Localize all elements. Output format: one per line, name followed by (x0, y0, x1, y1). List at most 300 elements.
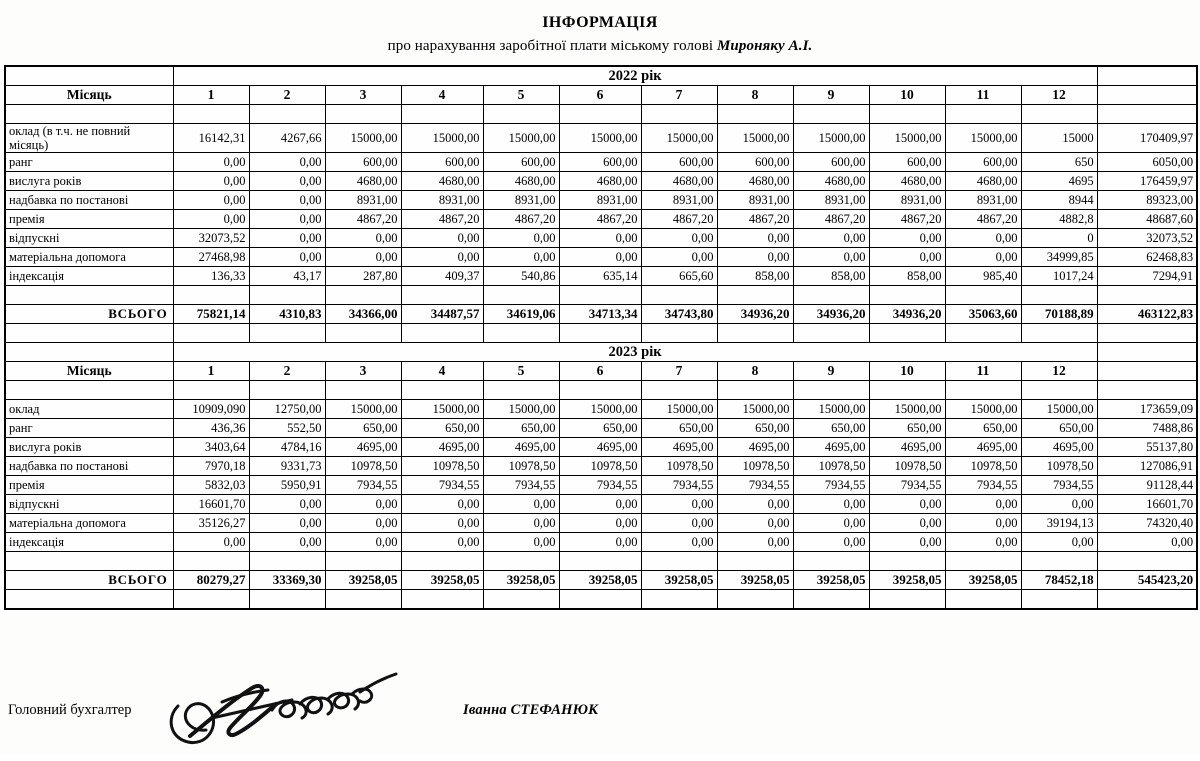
totals-value: 39258,05 (869, 571, 945, 590)
row-value: 600,00 (717, 153, 793, 172)
row-value: 650,00 (945, 419, 1021, 438)
separator-cell (1021, 286, 1097, 305)
separator-cell (1021, 381, 1097, 400)
separator-cell (559, 105, 641, 124)
separator-cell (559, 381, 641, 400)
row-value: 0,00 (559, 533, 641, 552)
table-row (5, 124, 1197, 153)
separator-cell (945, 590, 1021, 610)
separator-cell (325, 105, 401, 124)
row-value: 650,00 (1021, 419, 1097, 438)
row-value: 650 (1021, 153, 1097, 172)
row-value: 4695,00 (717, 438, 793, 457)
separator-row (5, 552, 1197, 571)
row-value: 4695,00 (945, 438, 1021, 457)
row-value: 39194,13 (1021, 514, 1097, 533)
row-value: 4695,00 (1021, 438, 1097, 457)
row-value: 15000,00 (945, 400, 1021, 419)
separator-cell (641, 105, 717, 124)
separator-cell (641, 590, 717, 610)
row-value: 0,00 (945, 248, 1021, 267)
row-value: 4867,20 (641, 210, 717, 229)
row-label: індексація (5, 533, 173, 552)
row-total: 6050,00 (1097, 153, 1197, 172)
separator-cell (559, 552, 641, 571)
row-value: 552,50 (249, 419, 325, 438)
row-value: 4680,00 (869, 172, 945, 191)
row-value: 4267,66 (249, 124, 325, 153)
month-header-row (5, 86, 1197, 105)
row-value: 635,14 (559, 267, 641, 286)
row-value: 4680,00 (483, 172, 559, 191)
row-value: 4867,20 (401, 210, 483, 229)
totals-value: 33369,30 (249, 571, 325, 590)
table-row (5, 533, 1197, 552)
separator-cell (249, 590, 325, 610)
row-value: 0,00 (869, 533, 945, 552)
row-value: 0,00 (483, 495, 559, 514)
row-value: 4695,00 (641, 438, 717, 457)
separator-cell (5, 552, 173, 571)
row-value: 7934,55 (401, 476, 483, 495)
row-value: 650,00 (483, 419, 559, 438)
separator-cell (869, 552, 945, 571)
month-row-label: Місяць (5, 362, 173, 381)
row-value: 15000,00 (945, 124, 1021, 153)
separator-row (5, 324, 1197, 343)
separator-cell (717, 590, 793, 610)
totals-value: 34936,20 (869, 305, 945, 324)
separator-cell (325, 590, 401, 610)
separator-cell (717, 381, 793, 400)
row-value: 4680,00 (401, 172, 483, 191)
table-row (5, 191, 1197, 210)
row-value: 10978,50 (945, 457, 1021, 476)
separator-row (5, 381, 1197, 400)
separator-cell (5, 105, 173, 124)
row-value: 600,00 (325, 153, 401, 172)
table-row (5, 153, 1197, 172)
totals-value: 34487,57 (401, 305, 483, 324)
year-label: 2023 рік (173, 343, 1097, 362)
separator-cell (173, 324, 249, 343)
row-value: 8931,00 (483, 191, 559, 210)
separator-cell (5, 590, 173, 610)
row-value: 4680,00 (559, 172, 641, 191)
table-row (5, 419, 1197, 438)
row-value: 15000,00 (401, 400, 483, 419)
row-label: оклад (в т.ч. не повний місяць) (5, 124, 173, 153)
row-value: 10978,50 (401, 457, 483, 476)
row-value: 10909,090 (173, 400, 249, 419)
separator-cell (641, 324, 717, 343)
totals-value: 39258,05 (401, 571, 483, 590)
row-value: 15000,00 (483, 124, 559, 153)
row-value: 4680,00 (717, 172, 793, 191)
row-value: 4784,16 (249, 438, 325, 457)
row-value: 600,00 (559, 153, 641, 172)
row-total: 89323,00 (1097, 191, 1197, 210)
separator-cell (249, 286, 325, 305)
row-value: 4695,00 (483, 438, 559, 457)
row-value: 0,00 (401, 229, 483, 248)
separator-cell (945, 286, 1021, 305)
row-value: 16142,31 (173, 124, 249, 153)
row-value: 8931,00 (945, 191, 1021, 210)
row-total: 176459,97 (1097, 172, 1197, 191)
row-value: 0,00 (173, 210, 249, 229)
row-value: 9331,73 (249, 457, 325, 476)
separator-cell (1097, 552, 1197, 571)
row-value: 0,00 (325, 229, 401, 248)
row-total: 173659,09 (1097, 400, 1197, 419)
separator-cell (1021, 324, 1097, 343)
row-value: 0,00 (559, 229, 641, 248)
separator-cell (869, 286, 945, 305)
row-value: 10978,50 (869, 457, 945, 476)
separator-cell (401, 105, 483, 124)
row-value: 8944 (1021, 191, 1097, 210)
separator-cell (173, 590, 249, 610)
separator-cell (869, 105, 945, 124)
row-value: 600,00 (483, 153, 559, 172)
row-value: 1017,24 (1021, 267, 1097, 286)
row-value: 4867,20 (325, 210, 401, 229)
separator-cell (173, 105, 249, 124)
separator-cell (401, 590, 483, 610)
separator-cell (483, 286, 559, 305)
row-value: 0,00 (325, 514, 401, 533)
row-value: 0,00 (641, 495, 717, 514)
separator-cell (1021, 590, 1097, 610)
separator-cell (325, 324, 401, 343)
totals-value: 34366,00 (325, 305, 401, 324)
row-value: 4867,20 (869, 210, 945, 229)
row-value: 287,80 (325, 267, 401, 286)
row-value: 0,00 (869, 514, 945, 533)
totals-value: 34619,06 (483, 305, 559, 324)
row-label: вислуга років (5, 172, 173, 191)
row-value: 0,00 (945, 229, 1021, 248)
row-value: 7934,55 (945, 476, 1021, 495)
separator-cell (869, 590, 945, 610)
table-row (5, 495, 1197, 514)
totals-value: 70188,89 (1021, 305, 1097, 324)
totals-value: 39258,05 (641, 571, 717, 590)
row-label: матеріальна допомога (5, 514, 173, 533)
row-value: 650,00 (559, 419, 641, 438)
row-value: 0,00 (559, 514, 641, 533)
month-row-label: Місяць (5, 86, 173, 105)
separator-row (5, 590, 1197, 610)
row-label: вислуга років (5, 438, 173, 457)
separator-cell (717, 105, 793, 124)
row-total: 127086,91 (1097, 457, 1197, 476)
separator-cell (793, 324, 869, 343)
row-total: 62468,83 (1097, 248, 1197, 267)
row-value: 0,00 (717, 533, 793, 552)
row-value: 0,00 (641, 248, 717, 267)
row-value: 35126,27 (173, 514, 249, 533)
row-value: 5950,91 (249, 476, 325, 495)
separator-cell (401, 286, 483, 305)
row-value: 15000,00 (641, 400, 717, 419)
row-value: 10978,50 (717, 457, 793, 476)
year-header-row (5, 66, 1197, 86)
row-value: 0,00 (793, 514, 869, 533)
row-value: 0,00 (173, 172, 249, 191)
row-value: 7934,55 (717, 476, 793, 495)
month-header-1: 1 (173, 362, 249, 381)
row-value: 0,00 (249, 172, 325, 191)
row-value: 0,00 (945, 514, 1021, 533)
totals-value: 78452,18 (1021, 571, 1097, 590)
row-total: 7488,86 (1097, 419, 1197, 438)
row-value: 15000,00 (869, 400, 945, 419)
row-value: 4695 (1021, 172, 1097, 191)
row-value: 0,00 (717, 229, 793, 248)
separator-cell (483, 105, 559, 124)
row-value: 0,00 (717, 248, 793, 267)
row-label: ранг (5, 419, 173, 438)
row-value: 0,00 (173, 533, 249, 552)
totals-row (5, 305, 1197, 324)
separator-cell (793, 286, 869, 305)
totals-label: ВСЬОГО (5, 571, 173, 590)
separator-cell (401, 381, 483, 400)
row-total: 55137,80 (1097, 438, 1197, 457)
row-value: 27468,98 (173, 248, 249, 267)
totals-value: 80279,27 (173, 571, 249, 590)
row-value: 4867,20 (793, 210, 869, 229)
row-value: 985,40 (945, 267, 1021, 286)
row-label: ранг (5, 153, 173, 172)
month-header-10: 10 (869, 362, 945, 381)
row-value: 8931,00 (401, 191, 483, 210)
document-footer (0, 672, 1200, 754)
separator-cell (1097, 105, 1197, 124)
row-value: 0,00 (641, 514, 717, 533)
year-row-empty-right (1097, 343, 1197, 362)
year-header-row (5, 343, 1197, 362)
row-value: 0,00 (559, 495, 641, 514)
row-value: 7970,18 (173, 457, 249, 476)
separator-cell (1097, 286, 1197, 305)
separator-cell (1021, 105, 1097, 124)
signer-name: Іванна СТЕФАНЮК (463, 702, 599, 718)
row-value: 15000,00 (793, 400, 869, 419)
row-value: 10978,50 (641, 457, 717, 476)
row-value: 665,60 (641, 267, 717, 286)
month-header-4: 4 (401, 362, 483, 381)
row-value: 0,00 (249, 153, 325, 172)
month-header-2: 2 (249, 362, 325, 381)
row-value: 4867,20 (717, 210, 793, 229)
row-value: 0,00 (717, 514, 793, 533)
row-value: 4695,00 (869, 438, 945, 457)
row-value: 10978,50 (793, 457, 869, 476)
row-value: 600,00 (945, 153, 1021, 172)
row-value: 650,00 (869, 419, 945, 438)
row-value: 34999,85 (1021, 248, 1097, 267)
totals-value: 34713,34 (559, 305, 641, 324)
month-header-row (5, 362, 1197, 381)
row-value: 16601,70 (173, 495, 249, 514)
month-header-4: 4 (401, 86, 483, 105)
year-label: 2022 рік (173, 66, 1097, 86)
separator-cell (945, 105, 1021, 124)
row-label: відпускні (5, 495, 173, 514)
row-total: 170409,97 (1097, 124, 1197, 153)
separator-cell (1097, 381, 1197, 400)
document-header (0, 0, 1200, 55)
row-label: премія (5, 210, 173, 229)
separator-cell (325, 552, 401, 571)
separator-cell (483, 590, 559, 610)
row-value: 0,00 (793, 248, 869, 267)
row-value: 15000,00 (483, 400, 559, 419)
row-value: 600,00 (869, 153, 945, 172)
row-value: 650,00 (325, 419, 401, 438)
row-value: 0,00 (249, 210, 325, 229)
row-value: 10978,50 (483, 457, 559, 476)
row-value: 0,00 (793, 533, 869, 552)
row-value: 600,00 (641, 153, 717, 172)
row-value: 32073,52 (173, 229, 249, 248)
row-value: 10978,50 (1021, 457, 1097, 476)
totals-value: 39258,05 (483, 571, 559, 590)
row-value: 0,00 (249, 514, 325, 533)
separator-cell (483, 324, 559, 343)
row-value: 7934,55 (483, 476, 559, 495)
row-value: 4680,00 (793, 172, 869, 191)
row-total: 0,00 (1097, 533, 1197, 552)
month-header-11: 11 (945, 362, 1021, 381)
separator-cell (5, 381, 173, 400)
row-total: 48687,60 (1097, 210, 1197, 229)
separator-row (5, 105, 1197, 124)
month-header-7: 7 (641, 86, 717, 105)
separator-cell (1097, 590, 1197, 610)
month-header-12: 12 (1021, 86, 1097, 105)
row-value: 0,00 (401, 533, 483, 552)
row-value: 136,33 (173, 267, 249, 286)
row-total: 91128,44 (1097, 476, 1197, 495)
row-value: 4695,00 (559, 438, 641, 457)
row-value: 0,00 (717, 495, 793, 514)
grand-total: 463122,83 (1097, 305, 1197, 324)
row-label: оклад (5, 400, 173, 419)
row-value: 0,00 (249, 533, 325, 552)
row-total: 32073,52 (1097, 229, 1197, 248)
separator-cell (869, 324, 945, 343)
month-header-8: 8 (717, 362, 793, 381)
row-value: 8931,00 (793, 191, 869, 210)
row-value: 5832,03 (173, 476, 249, 495)
month-header-9: 9 (793, 362, 869, 381)
row-value: 4680,00 (945, 172, 1021, 191)
row-value: 8931,00 (559, 191, 641, 210)
row-value: 0,00 (1021, 495, 1097, 514)
separator-cell (249, 552, 325, 571)
separator-cell (641, 381, 717, 400)
month-header-1: 1 (173, 86, 249, 105)
separator-row (5, 286, 1197, 305)
row-value: 8931,00 (641, 191, 717, 210)
row-value: 650,00 (641, 419, 717, 438)
separator-cell (1097, 324, 1197, 343)
row-value: 8931,00 (869, 191, 945, 210)
row-value: 15000,00 (325, 124, 401, 153)
separator-cell (793, 552, 869, 571)
totals-value: 35063,60 (945, 305, 1021, 324)
row-value: 0,00 (945, 533, 1021, 552)
row-value: 540,86 (483, 267, 559, 286)
separator-cell (5, 324, 173, 343)
signer-position-label: Головний бухгалтер (8, 702, 132, 718)
row-value: 0,00 (249, 248, 325, 267)
month-header-9: 9 (793, 86, 869, 105)
separator-cell (793, 590, 869, 610)
row-label: відпускні (5, 229, 173, 248)
table-row (5, 248, 1197, 267)
row-value: 858,00 (793, 267, 869, 286)
separator-cell (559, 286, 641, 305)
separator-cell (945, 552, 1021, 571)
separator-cell (717, 286, 793, 305)
totals-value: 39258,05 (559, 571, 641, 590)
separator-cell (559, 590, 641, 610)
row-value: 0 (1021, 229, 1097, 248)
row-value: 0,00 (641, 229, 717, 248)
row-total: 16601,70 (1097, 495, 1197, 514)
separator-cell (401, 552, 483, 571)
totals-value: 39258,05 (793, 571, 869, 590)
row-value: 0,00 (401, 514, 483, 533)
subtitle-text: про нарахування заробітної плати міському голові (387, 38, 717, 54)
row-label: індексація (5, 267, 173, 286)
row-value: 8931,00 (325, 191, 401, 210)
separator-cell (249, 381, 325, 400)
row-total: 74320,40 (1097, 514, 1197, 533)
row-value: 858,00 (869, 267, 945, 286)
year-row-empty-left (5, 343, 173, 362)
separator-cell (483, 381, 559, 400)
totals-value: 4310,83 (249, 305, 325, 324)
table-row (5, 172, 1197, 191)
salary-table (4, 65, 1198, 610)
row-value: 4680,00 (325, 172, 401, 191)
row-value: 15000,00 (793, 124, 869, 153)
month-header-8: 8 (717, 86, 793, 105)
row-value: 4867,20 (483, 210, 559, 229)
row-value: 0,00 (559, 248, 641, 267)
separator-cell (869, 381, 945, 400)
table-row (5, 476, 1197, 495)
row-value: 0,00 (869, 495, 945, 514)
table-row (5, 514, 1197, 533)
row-value: 4695,00 (793, 438, 869, 457)
month-header-5: 5 (483, 86, 559, 105)
row-value: 15000 (1021, 124, 1097, 153)
row-value: 7934,55 (793, 476, 869, 495)
separator-cell (249, 324, 325, 343)
separator-cell (945, 381, 1021, 400)
row-value: 4695,00 (325, 438, 401, 457)
row-value: 0,00 (173, 153, 249, 172)
month-header-7: 7 (641, 362, 717, 381)
totals-value: 34936,20 (717, 305, 793, 324)
